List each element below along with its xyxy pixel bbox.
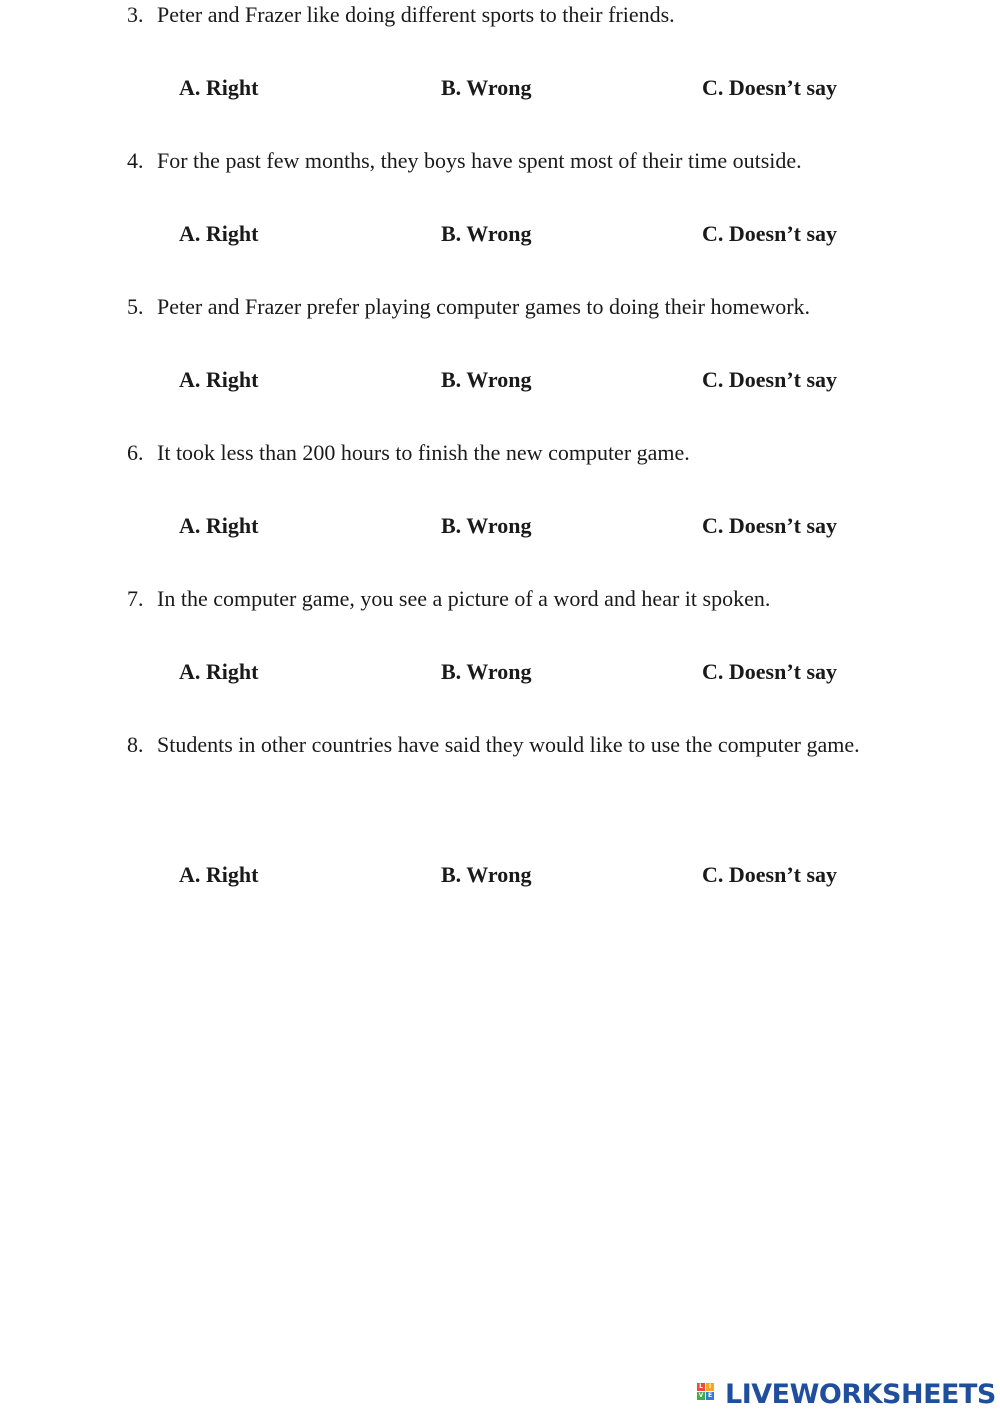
question-text: In the computer game, you see a picture of a word and hear it spoken. — [157, 586, 771, 611]
question-number: 6. — [127, 440, 144, 465]
question-number: 3. — [127, 2, 144, 27]
question-8 — [127, 716, 887, 773]
option-wrong[interactable]: B. Wrong — [441, 513, 532, 538]
answer-options-5 — [0, 365, 1000, 395]
option-wrong[interactable]: B. Wrong — [441, 367, 532, 392]
brand-name: LIVEWORKSHEETS — [725, 1378, 996, 1410]
question-5 — [127, 278, 887, 335]
question-text: It took less than 200 hours to finish the new computer game. — [157, 440, 690, 465]
option-doesnt-say[interactable]: C. Doesn’t say — [702, 221, 838, 246]
liveworksheets-logo-icon — [697, 1381, 723, 1407]
option-right[interactable]: A. Right — [179, 367, 259, 392]
option-wrong[interactable]: B. Wrong — [441, 75, 532, 100]
question-number: 8. — [127, 732, 144, 757]
option-right[interactable]: A. Right — [179, 513, 259, 538]
question-text: Peter and Frazer like doing different sports to their friends. — [157, 2, 675, 27]
question-7 — [127, 570, 887, 627]
option-doesnt-say[interactable]: C. Doesn’t say — [702, 862, 838, 887]
option-wrong[interactable]: B. Wrong — [441, 659, 532, 684]
option-wrong[interactable]: B. Wrong — [441, 221, 532, 246]
option-wrong[interactable]: B. Wrong — [441, 862, 532, 887]
liveworksheets-brand — [697, 1377, 996, 1411]
option-right[interactable]: A. Right — [179, 659, 259, 684]
option-doesnt-say[interactable]: C. Doesn’t say — [702, 367, 838, 392]
question-4 — [127, 132, 887, 189]
logo-tile: L — [697, 1383, 705, 1391]
option-doesnt-say[interactable]: C. Doesn’t say — [702, 75, 838, 100]
option-doesnt-say[interactable]: C. Doesn’t say — [702, 513, 838, 538]
question-number: 7. — [127, 586, 144, 611]
question-6 — [127, 424, 887, 481]
question-number: 5. — [127, 294, 144, 319]
answer-options-7 — [0, 657, 1000, 687]
question-number: 4. — [127, 148, 144, 173]
logo-tile: I — [706, 1383, 714, 1391]
option-right[interactable]: A. Right — [179, 75, 259, 100]
question-text: For the past few months, they boys have spent most of their time outside. — [157, 148, 802, 173]
question-3 — [127, 0, 887, 43]
option-right[interactable]: A. Right — [179, 221, 259, 246]
answer-options-3 — [0, 73, 1000, 103]
logo-tile: V — [698, 1392, 704, 1399]
option-right[interactable]: A. Right — [179, 862, 259, 887]
answer-options-8 — [0, 860, 1000, 890]
answer-options-4 — [0, 219, 1000, 249]
question-text: Students in other countries have said they would like to use the computer game. — [157, 732, 860, 757]
option-doesnt-say[interactable]: C. Doesn’t say — [702, 659, 838, 684]
logo-tile: E — [707, 1392, 713, 1399]
answer-options-6 — [0, 511, 1000, 541]
question-text: Peter and Frazer prefer playing computer games to doing their homework. — [157, 294, 811, 319]
